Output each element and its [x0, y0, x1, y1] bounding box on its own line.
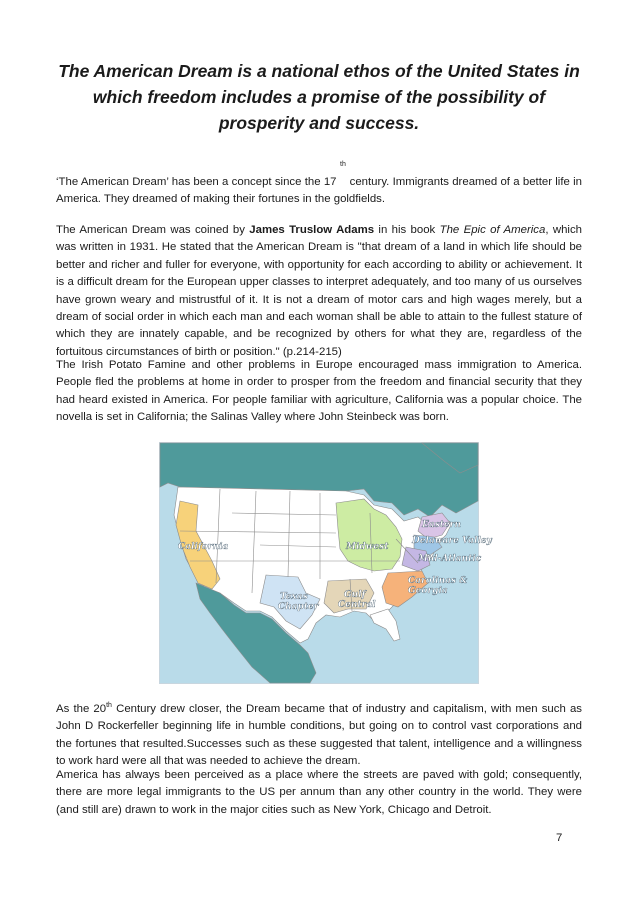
map-label-mid-atlantic: Mid-Atlantic — [418, 554, 482, 564]
map-label-midwest: Midwest — [346, 542, 389, 552]
author-name: James Truslow Adams — [249, 224, 375, 236]
capitalism-text-a: As the 20 — [56, 703, 107, 715]
map-label-chapter: Chapter — [278, 602, 319, 612]
us-regions-map — [159, 442, 492, 684]
superscript-th: th — [340, 161, 346, 168]
book-title: The Epic of America — [439, 224, 546, 236]
intro-text-b: century. Immigrants dreamed of a better life in America. They dreamed of making their fortunes in the goldfields. — [56, 176, 582, 206]
page-number: 7 — [556, 832, 563, 844]
famine-paragraph: The Irish Potato Famine and other problems in Europe encouraged mass immigration to America. People fled the problems at home in order to prosper from the freedom and financial security that they had heard existed in America. For people familiar with agriculture, California was a popular choice. The novella is set in California; the Salinas Valley where John Steinbeck was born. — [56, 359, 582, 424]
capitalism-text-b: Century drew closer, the Dream became that of industry and capitalism, with men such as John D Rockerfeller beginning life in humble conditions, but going on to control vast corporations and the fortunes that resulted.Successes such as these suggested that talent, intelligence and a willingness to work hard were all that was needed to achieve the dream. — [56, 703, 582, 768]
immigration-paragraph: America has always been perceived as a place where the streets are paved with gold; consequently, there are more legal immigrants to the US per annum than any other country in the world. They were (and still are) drawn to work in the major cities such as New York, Chicago and Detroit. — [56, 769, 582, 816]
intro-text-a: ‘The American Dream’ has been a concept since the 17 — [56, 176, 337, 188]
map-label-texas: Texas — [280, 592, 308, 602]
intro-paragraph — [56, 174, 582, 209]
page-title: The American Dream is a national ethos of the United States in which freedom includes a promise of the possibility of prosperity and success. — [58, 61, 580, 133]
map-label-carolinas: Carolinas & — [408, 576, 468, 586]
map-label-gulf: Gulf — [344, 590, 366, 600]
map-label-central: Central — [338, 600, 376, 610]
map-label-eastern: Eastern — [422, 520, 461, 530]
map-label-delaware: Delaware Valley — [412, 536, 492, 546]
map-label-california: California — [178, 542, 229, 552]
map-label-georgia: Georgia — [408, 586, 448, 596]
adams-text-b: in his book — [374, 224, 440, 236]
adams-paragraph — [56, 222, 582, 361]
adams-text-a: The American Dream was coined by — [56, 224, 250, 236]
capitalism-paragraph — [56, 701, 582, 771]
superscript-th-2: th — [106, 702, 112, 710]
adams-text-c: , which was written in 1931. He stated that the American Dream is "that dream of a land in which life should be better and richer and fuller for everyone, with opportunity for each according to ability or achievement. It is a difficult dream for the European upper classes to interpret adequately, and too many of us ourselves have grown weary and mistrustful of it. It is not a dream of motor cars and high wages merely, but a dream of social order in which each man and each woman shall be able to attain to the fullest stature of which they are innately capable, and be recognized by others for what they are, regardless of the fortuitous circumstances of birth or position." (p.214-215) — [56, 224, 582, 358]
